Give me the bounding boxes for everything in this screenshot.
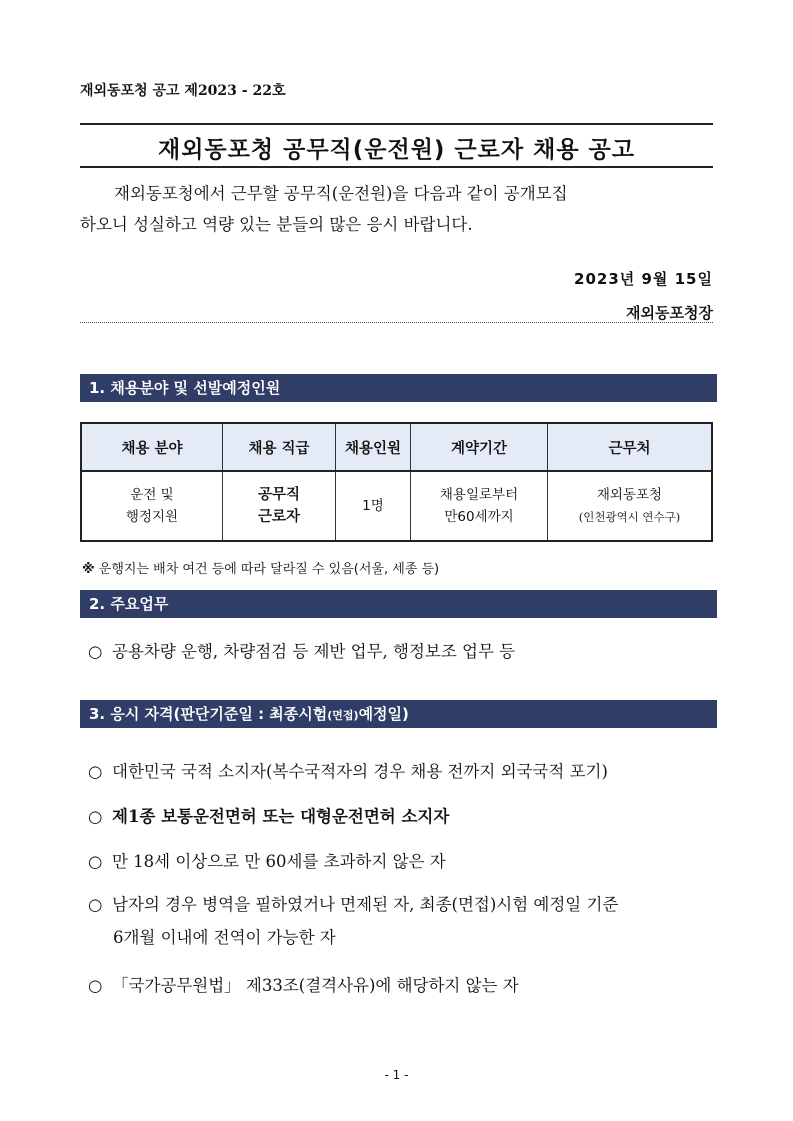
header-dotted-divider [80, 322, 713, 323]
cell-workplace-line2: (인천광역시 연수구) [578, 510, 681, 524]
bullet-circle-icon: ○ [88, 807, 103, 826]
cell-period [411, 471, 548, 541]
qualification-item [88, 848, 446, 872]
col-header-period: 계약기간 [411, 423, 548, 471]
duty-item [88, 638, 515, 662]
title-top-rule [80, 123, 713, 125]
qualification-item-text: 남자의 경우 병역을 필하였거나 면제된 자, 최종(면접)시험 예정일 기준 [112, 895, 619, 914]
intro-line-1: 재외동포청에서 근무할 공무직(운전원)을 다음과 같이 공개모집 [114, 184, 568, 203]
intro-line-2: 하오니 성실하고 역량 있는 분들의 많은 응시 바랍니다. [80, 215, 473, 234]
announcement-date: 2023년 9월 15일 [574, 270, 713, 288]
bullet-circle-icon: ○ [88, 762, 103, 781]
table-footnote [82, 558, 439, 577]
document-title: 재외동포청 공무직(운전원) 근로자 채용 공고 [158, 137, 635, 163]
qualification-item [88, 803, 449, 827]
page-number: - 1 - [384, 1068, 409, 1082]
qualification-item-continuation: 6개월 이내에 전역이 가능한 자 [113, 928, 336, 947]
footnote-text: 운행지는 배차 여건 등에 따라 달라질 수 있음(서울, 세종 등) [98, 562, 440, 577]
col-header-field: 채용 분야 [81, 423, 223, 471]
qualification-item [88, 891, 618, 948]
reference-mark-icon: ※ [82, 562, 95, 577]
col-header-headcount: 채용인원 [336, 423, 411, 471]
duty-item-text: 공용차량 운행, 차량점검 등 제반 업무, 행정보조 업무 등 [112, 642, 516, 661]
table-header-row [81, 423, 712, 471]
cell-rank-line1: 공무직 [257, 487, 301, 503]
cell-rank-line2: 근로자 [257, 509, 301, 525]
qualification-item-text: 대한민국 국적 소지자(복수국적자의 경우 채용 전까지 외국국적 포기) [112, 762, 608, 781]
bullet-circle-icon: ○ [88, 895, 103, 914]
cell-period-line1: 채용일로부터 [439, 487, 519, 503]
bullet-circle-icon: ○ [88, 976, 103, 995]
cell-field-line2: 행정지원 [125, 509, 179, 525]
cell-field-line1: 운전 및 [130, 487, 174, 503]
cell-workplace-line1: 재외동포청 [596, 487, 663, 503]
col-header-workplace: 근무처 [548, 423, 713, 471]
section-3-heading-small: (면접) [327, 709, 359, 722]
qualification-item-text: 제1종 보통운전면허 또는 대형운전면허 소지자 [112, 807, 450, 826]
qualification-item [88, 758, 608, 782]
title-bottom-rule [80, 166, 713, 168]
section-1-heading: 1. 채용분야 및 선발예정인원 [80, 374, 717, 402]
notice-reference-number: 재외동포청 공고 제2023 - 22호 [80, 83, 286, 99]
cell-workplace [548, 471, 713, 541]
qualification-item [88, 972, 519, 996]
intro-paragraph [80, 178, 713, 240]
section-3-heading-suffix: 예정일) [358, 705, 409, 723]
qualification-item-text: 만 18세 이상으로 만 60세를 초과하지 않은 자 [112, 852, 446, 871]
cell-headcount: 1명 [336, 471, 411, 541]
table-row [81, 471, 712, 541]
cell-period-line2: 만60세까지 [444, 509, 514, 525]
section-2-heading: 2. 주요업무 [80, 590, 717, 618]
cell-rank [223, 471, 336, 541]
section-3-heading [80, 700, 717, 728]
bullet-circle-icon: ○ [88, 852, 103, 871]
recruitment-table [80, 422, 713, 542]
issuer-name: 재외동포청장 [626, 304, 713, 322]
section-3-heading-text: 3. 응시 자격(판단기준일 : 최종시험 [89, 705, 328, 723]
cell-field [81, 471, 223, 541]
col-header-rank: 채용 직급 [223, 423, 336, 471]
qualification-item-text: 「국가공무원법」 제33조(결격사유)에 해당하지 않는 자 [112, 976, 519, 995]
bullet-circle-icon: ○ [88, 642, 103, 661]
